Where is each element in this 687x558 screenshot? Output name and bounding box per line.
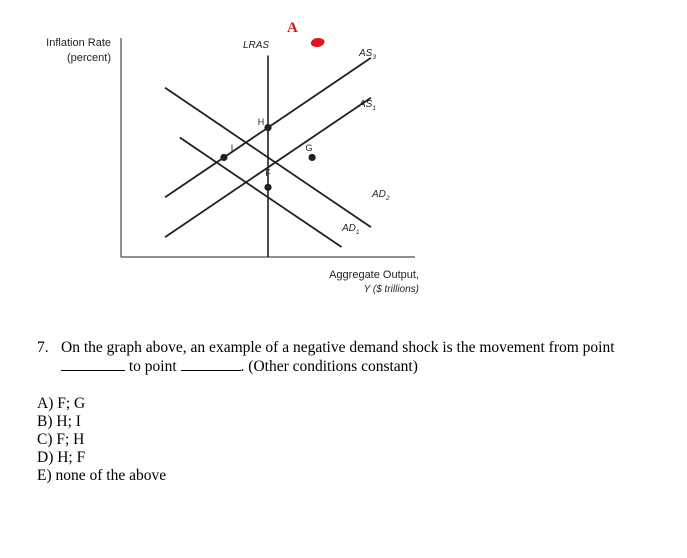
y-axis-label-line2: (percent) xyxy=(66,52,111,64)
x-axis-label-line1: Aggregate Output, xyxy=(329,269,419,281)
annotation-mark-icon xyxy=(311,38,325,47)
question-middle: to point xyxy=(128,358,177,375)
answer-blank-1 xyxy=(61,357,125,371)
choice-d[interactable]: D) H; F xyxy=(37,449,86,466)
question-line-1 xyxy=(37,339,657,357)
point-f-marker xyxy=(264,184,271,191)
ad2-label: $AD_2$ xyxy=(372,189,390,202)
choice-e[interactable]: E) none of the above xyxy=(37,467,167,484)
point-i-label: I xyxy=(230,143,234,153)
as1-label: $AS_1$ xyxy=(359,99,376,112)
question-line-2 xyxy=(37,357,657,376)
point-g-marker xyxy=(309,154,316,161)
y-axis-label-line1: Inflation Rate xyxy=(46,37,111,49)
point-h-marker xyxy=(264,124,271,131)
ad1-curve xyxy=(180,138,342,248)
as3-label: $AS_3$ xyxy=(359,48,376,61)
lras-label: LRAS xyxy=(242,40,270,51)
point-i-marker xyxy=(220,154,227,161)
point-g-label: G xyxy=(305,143,313,153)
x-axis-label-line2: Y ($ trillions) xyxy=(363,284,419,295)
point-f-label: F xyxy=(265,168,271,178)
question-number: 7. xyxy=(37,339,49,356)
annotation-letter: A xyxy=(287,20,298,36)
choice-a[interactable]: A) F; G xyxy=(37,395,86,412)
choice-b[interactable]: B) H; I xyxy=(37,413,81,430)
choice-c[interactable]: C) F; H xyxy=(37,431,85,448)
point-h-label: H xyxy=(257,117,265,127)
answer-blank-2 xyxy=(181,357,241,371)
question-text xyxy=(37,339,657,376)
question-end: . (Other conditions constant) xyxy=(240,358,418,375)
answer-choices xyxy=(37,395,166,485)
ad1-label: $AD_1$ xyxy=(342,223,360,236)
question-stem: On the graph above, an example of a negative demand shock is the movement from point xyxy=(61,339,615,356)
